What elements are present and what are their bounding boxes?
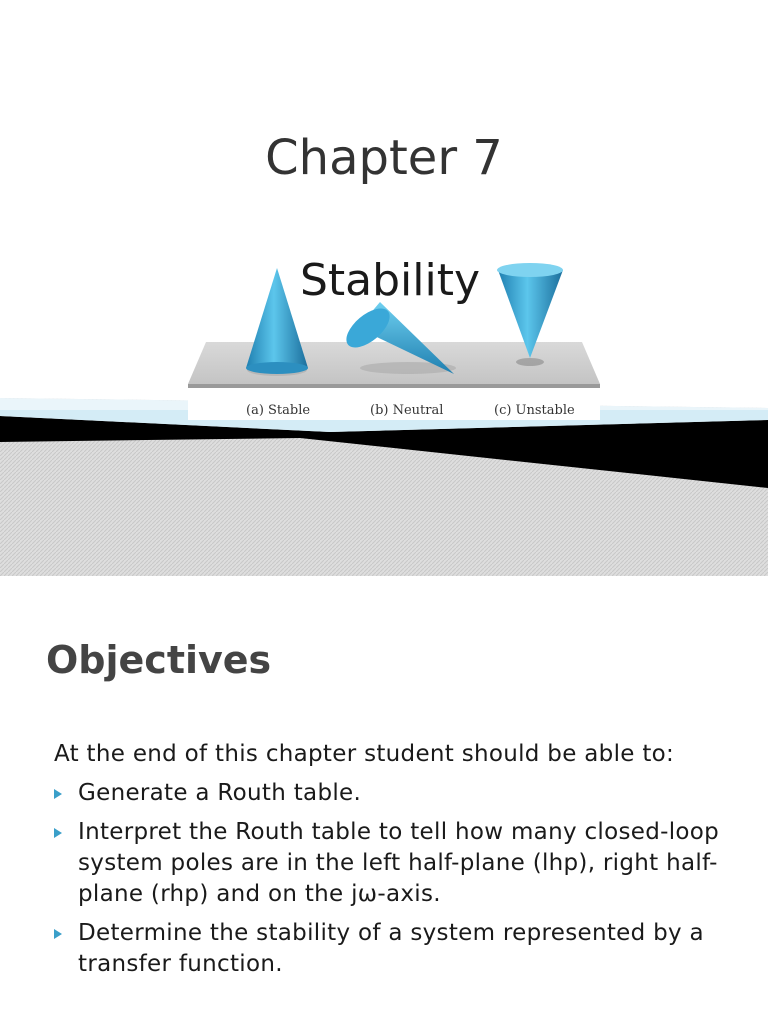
objectives-intro: At the end of this chapter student should be able to: xyxy=(54,741,675,767)
objectives-slide xyxy=(0,576,768,1024)
caption-neutral: (b) Neutral xyxy=(370,403,444,418)
arrow-bullet-icon xyxy=(54,929,62,939)
list-item xyxy=(48,918,738,980)
slide-title: Chapter 7 xyxy=(265,130,503,186)
list-item-text: Interpret the Routh table to tell how many closed-loop system poles are in the left half-plane (lhp), right half-plane (rhp) and on the jω-axis. xyxy=(78,819,720,907)
list-item xyxy=(48,817,738,910)
arrow-bullet-icon xyxy=(54,789,62,799)
objectives-title: Objectives xyxy=(46,638,272,682)
caption-stable: (a) Stable xyxy=(246,403,311,418)
caption-unstable: (c) Unstable xyxy=(494,403,575,418)
list-item-text: Generate a Routh table. xyxy=(78,780,362,806)
objectives-list xyxy=(48,778,738,988)
slide-subtitle: Stability xyxy=(299,255,481,306)
arrow-bullet-icon xyxy=(54,828,62,838)
list-item-text: Determine the stability of a system represented by a transfer function. xyxy=(78,920,704,977)
list-item xyxy=(48,778,738,809)
